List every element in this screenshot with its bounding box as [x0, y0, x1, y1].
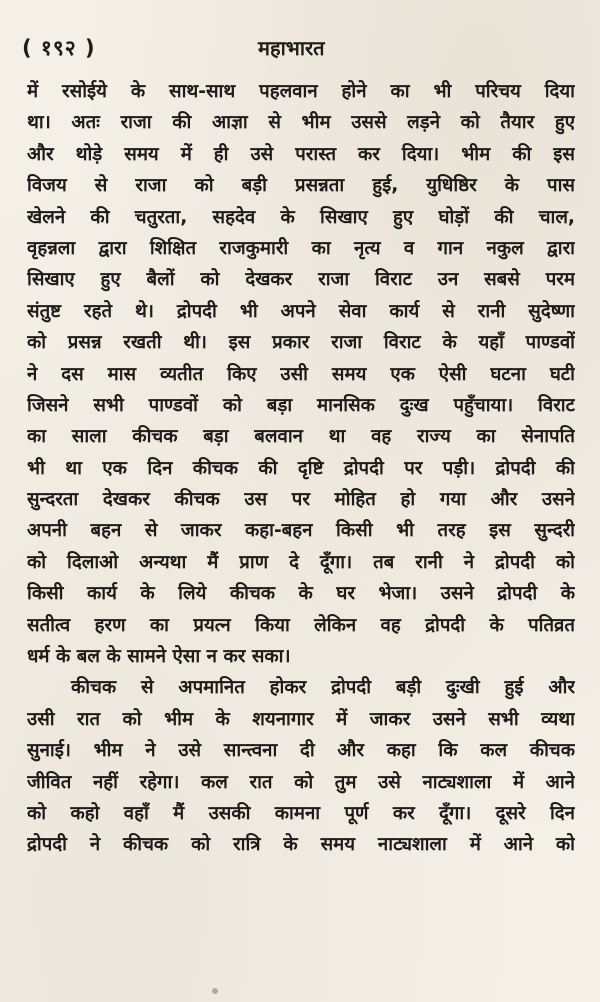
paragraph	[27, 76, 575, 672]
text-line: को कहो वहाँ मैं उसकी कामना पूर्ण कर दूँगा। दूसरे दिन	[27, 802, 575, 824]
text-line: कीचक से अपमानित होकर द्रोपदी बड़ी दुःखी हुई और	[71, 677, 575, 699]
text-line: जीवित नहीं रहेगा। कल रात को तुम उसे नाट्यशाला में आने	[27, 771, 575, 793]
text-line: भी था एक दिन कीचक की दृष्टि द्रोपदी पर पड़ी। द्रोपदी की	[27, 457, 575, 479]
text-line: खेलने की चतुरता, सहदेव के सिखाए हुए घोड़ों की चाल,	[27, 206, 575, 228]
text-line: संतुष्ट रहते थे। द्रोपदी भी अपने सेवा कार्य से रानी सुदेष्णा	[27, 300, 575, 322]
page-number: ( १९२ )	[22, 36, 96, 60]
text-line: वृहन्नला द्वारा शिक्षित राजकुमारी का नृत्य व गान नकुल द्वारा	[27, 237, 575, 259]
text-line: का साला कीचक बड़ा बलवान था वह राज्य का सेनापति	[27, 426, 575, 448]
paragraph	[27, 672, 575, 860]
text-line: सिखाए हुए बैलों को देखकर राजा विराट उन सबसे परम	[27, 269, 575, 291]
text-line: जिसने सभी पाण्डवों को बड़ा मानसिक दुःख पहुँचाया। विराट	[27, 394, 575, 416]
text-line: को दिलाओ अन्यथा मैं प्राण दे दूँगा। तब रानी ने द्रोपदी को	[27, 551, 575, 573]
body-text	[27, 76, 575, 861]
text-line: सुन्दरता देखकर कीचक उस पर मोहित हो गया और उसने	[27, 489, 575, 511]
text-line: उसी रात को भीम के शयनागार में जाकर उसने सभी व्यथा	[27, 708, 575, 730]
page-header	[0, 34, 600, 66]
text-line: किसी कार्य के लिये कीचक के घर भेजा। उसने द्रोपदी के	[27, 583, 575, 605]
text-line: ने दस मास व्यतीत किए उसी समय एक ऐसी घटना घटी	[27, 363, 575, 385]
text-line: धर्म के बल के सामने ऐसा न कर सका।	[27, 646, 291, 668]
text-line: विजय से राजा को बड़ी प्रसन्नता हुई, युधिष्ठिर के पास	[27, 175, 575, 197]
page-speck	[212, 988, 218, 994]
running-title: महाभारत	[258, 36, 325, 60]
text-line: को प्रसन्न रखती थी। इस प्रकार राजा विराट के यहाँ पाण्डवों	[27, 332, 575, 354]
text-line: अपनी बहन से जाकर कहा-बहन किसी भी तरह इस सुन्दरी	[27, 520, 575, 542]
text-line: में रसोईये के साथ-साथ पहलवान होने का भी परिचय दिया	[27, 81, 575, 102]
text-line: द्रोपदी ने कीचक को रात्रि के समय नाट्यशाला में आने को	[27, 834, 575, 856]
text-line: और थोड़े समय में ही उसे परास्त कर दिया। भीम की इस	[27, 143, 575, 165]
text-line: था। अतः राजा की आज्ञा से भीम उससे लड़ने को तैयार हुए	[27, 112, 575, 134]
text-line: सुनाई। भीम ने उसे सान्त्वना दी और कहा कि कल कीचक	[27, 740, 575, 762]
text-line: सतीत्व हरण का प्रयत्न किया लेकिन वह द्रोपदी के पतिव्रत	[27, 614, 575, 636]
